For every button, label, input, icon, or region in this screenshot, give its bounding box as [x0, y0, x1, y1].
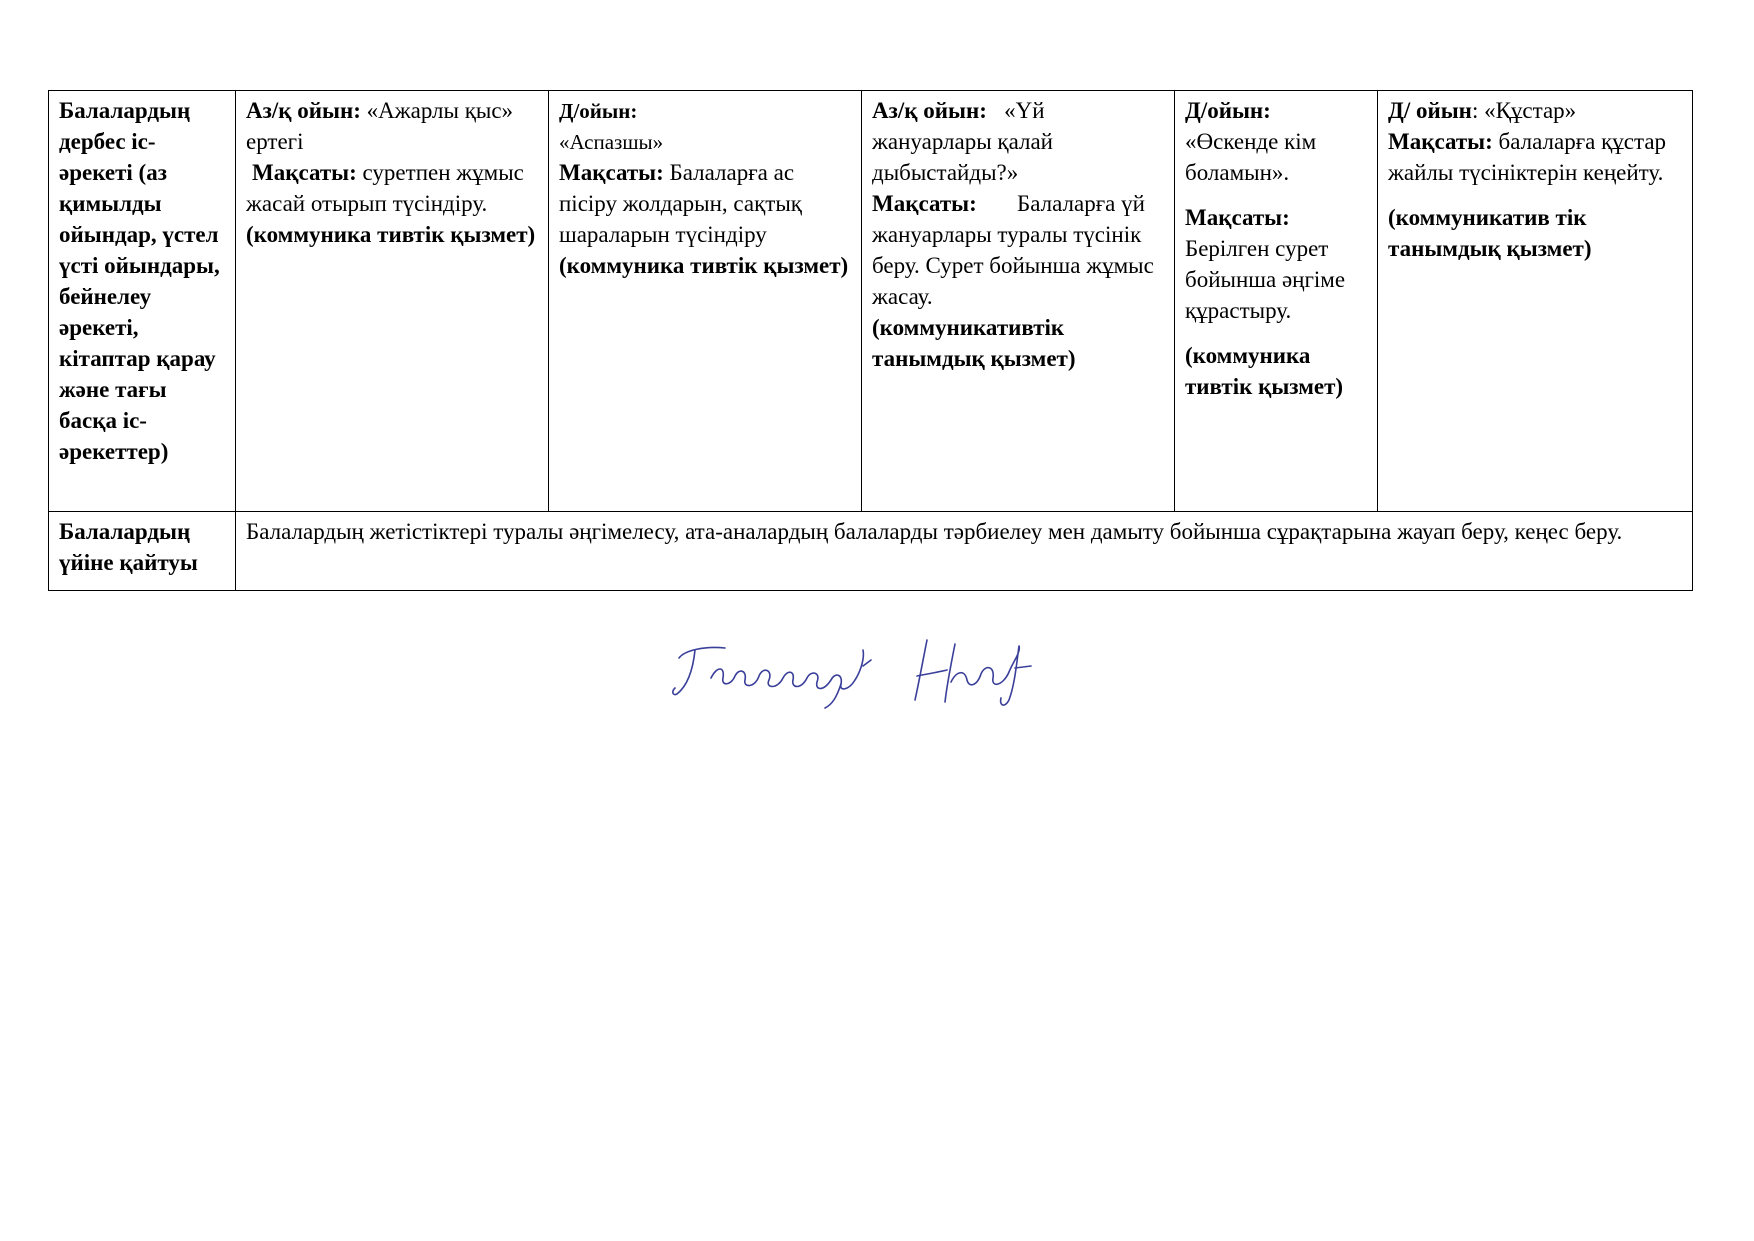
cell-friday — [1378, 91, 1693, 512]
goal-text: суретпен жұмыс жасай отырып түсіндіру. — [246, 160, 524, 216]
goal-label: Мақсаты: — [252, 160, 357, 185]
goal-text: Балаларға үй жануарлары туралы түсінік беру. Сурет бойынша жұмыс жасау. — [872, 191, 1154, 309]
goal-label: Мақсаты: — [1185, 205, 1290, 230]
game-type-label: Аз/қ ойын: — [872, 98, 987, 123]
cell-going-home-text — [236, 512, 1693, 591]
game-type-label: Аз/қ ойын: — [246, 98, 361, 123]
game-title: : «Құстар» — [1471, 98, 1577, 123]
activity-type: (коммуника тивтік қызмет) — [1185, 343, 1344, 399]
goal-label: Мақсаты: — [872, 191, 977, 216]
game-type-label: Д/ойын: — [1185, 98, 1271, 123]
table-row-independent-activity — [49, 91, 1693, 512]
activity-type: (коммуника тивтік қызмет) — [246, 222, 536, 247]
row-header-text: Балалардың үйіне қайтуы — [59, 519, 198, 575]
game-title: «Өскенде кім боламын». — [1185, 129, 1317, 185]
goal-text: балаларға құстар жайлы түсініктерін кеңейту. — [1388, 129, 1667, 185]
cell-monday — [236, 91, 549, 512]
game-title: «Аспазшы» — [559, 130, 664, 154]
row-header-independent-activity — [49, 91, 236, 512]
activity-type: (коммуникатив тік танымдық қызмет) — [1388, 205, 1592, 261]
table-row-going-home — [49, 512, 1693, 591]
goal-label: Мақсаты: — [559, 160, 664, 185]
schedule-table — [48, 90, 1693, 591]
activity-type: (коммуника тивтік қызмет) — [559, 253, 849, 278]
handwritten-signature — [665, 630, 1085, 720]
row-header-going-home — [49, 512, 236, 591]
game-type-label: Д/ ойын — [1388, 98, 1472, 123]
cell-tuesday — [549, 91, 862, 512]
goal-text: Балаларға ас пісіру жолдарын, сақтық шараларын түсіндіру — [559, 160, 802, 247]
game-title: «Ажарлы қыс» ертегі — [246, 98, 514, 154]
row-header-text: Балалардың дербес іс-әрекеті (аз қимылды ойындар, үстел үсті ойындары, бейнелеу әрекеті, кітаптар қарау және тағы басқа іс-әрекеттер) — [59, 98, 220, 464]
cell-thursday — [1175, 91, 1378, 512]
goal-text: Берілген сурет бойынша әңгіме құрастыру. — [1185, 236, 1346, 323]
cell-wednesday — [862, 91, 1175, 512]
goal-label: Мақсаты: — [1388, 129, 1493, 154]
going-home-description: Балалардың жетістіктері туралы әңгімелесу, ата-аналардың балаларды тәрбиелеу мен дамыту бойынша сұрақтарына жауап беру, кеңес беру. — [246, 519, 1623, 544]
activity-type: (коммуникативтік танымдық қызмет) — [872, 315, 1076, 371]
game-title: «Үй жануарлары қалай дыбыстайды?» — [872, 98, 1053, 185]
game-type-label: Д/ойын: — [559, 99, 638, 123]
